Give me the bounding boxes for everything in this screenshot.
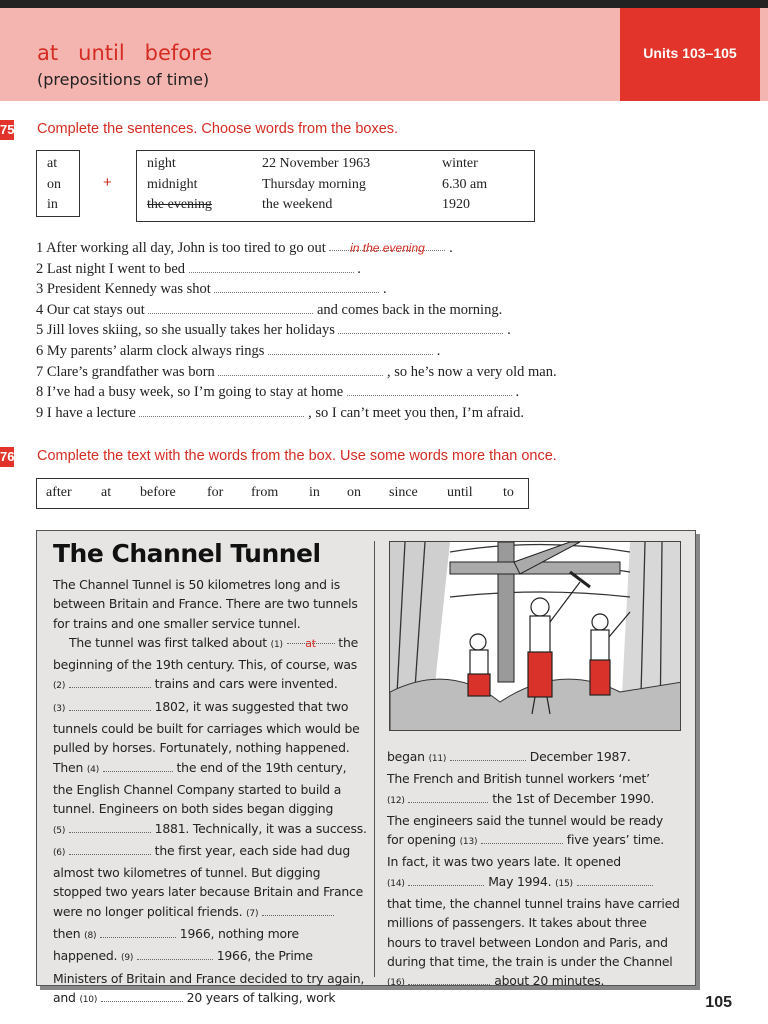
sentence-text: Last night I went to bed (46, 260, 186, 277)
text-segment: May 1994. (488, 873, 552, 889)
text-segment: the 1st of December 1990. (492, 790, 655, 806)
text-segment: happened. (53, 948, 118, 964)
sentence-9 (36, 403, 557, 424)
top-rule (0, 0, 768, 8)
gap-number: (16) (387, 978, 405, 989)
sentence-3 (36, 279, 557, 300)
gap-blank[interactable] (100, 927, 176, 938)
gap-number: (6) (53, 847, 66, 858)
gap-number: (4) (86, 764, 100, 775)
sentence-end: . (383, 281, 387, 298)
sentence-number: 9 (36, 404, 44, 421)
text-segment: about 20 minutes. (494, 973, 605, 989)
article-right-column (387, 747, 680, 994)
text-segment: The tunnel was first talked about (69, 634, 267, 650)
text-segment: then (53, 926, 81, 942)
sentence-end: , so he’s now a very old man. (387, 363, 557, 380)
article-panel (36, 530, 696, 1005)
text-line (387, 872, 680, 894)
text-line: that time, the channel tunnel trains have carried (387, 896, 680, 912)
time-expression: 6.30 am (442, 176, 488, 192)
gap-blank[interactable] (69, 677, 151, 688)
time-expression: Thursday morning (262, 176, 366, 192)
text-line (53, 819, 367, 841)
gap-answer: at (305, 636, 316, 650)
answer-blank[interactable] (139, 404, 304, 417)
sentence-text: I have a lecture (46, 404, 136, 421)
text-segment: and (53, 989, 76, 1005)
text-segment: the end of the 19th century, (176, 759, 347, 775)
gap-number: (11) (428, 754, 447, 764)
gap-number: (14) (387, 878, 405, 889)
sentence-number: 1 (36, 240, 44, 256)
sentence-4 (36, 300, 557, 321)
answer-blank[interactable] (268, 342, 433, 355)
text-line (53, 697, 367, 719)
gap-blank[interactable] (69, 700, 151, 711)
text-line (53, 902, 367, 924)
exercise-number-76: 76 (0, 447, 14, 467)
sentence-text: Jill loves skiing, so she usually takes her holidays (46, 322, 335, 339)
word-option: on (347, 485, 361, 500)
sentence-end: . (449, 240, 453, 256)
units-badge: Units 103–105 (620, 8, 760, 101)
answer-blank[interactable] (218, 363, 383, 376)
sentence-6 (36, 341, 557, 362)
sentence-number: 2 (36, 260, 44, 277)
text-line: millions of passengers. It takes about three (387, 915, 647, 931)
text-line: for trains and one smaller service tunnel. (53, 615, 301, 631)
sentence-2 (36, 259, 557, 280)
sentence-text: My parents’ alarm clock always rings (46, 342, 265, 359)
sentence-text: Clare’s grandfather was born (46, 363, 215, 380)
text-line (53, 633, 367, 655)
tunnel-diggers-drawing (390, 542, 681, 731)
answer-blank[interactable] (338, 321, 503, 334)
gap-number: (7) (246, 908, 259, 919)
word-option: after (46, 485, 72, 500)
text-segment: five years’ time. (566, 832, 665, 848)
prepositions-box (36, 150, 80, 217)
word-option: at (101, 485, 112, 500)
text-segment: 20 years of talking, work (186, 989, 336, 1005)
word-option: in (309, 485, 320, 500)
text-segment: were no longer political friends. (53, 903, 243, 919)
word-option: before (140, 485, 176, 500)
text-line: The French and British tunnel workers ‘met’ (387, 771, 650, 787)
gap-blank[interactable] (262, 905, 334, 916)
exercise-75-instruction: Complete the sentences. Choose words from the boxes. (37, 121, 399, 137)
sentence-8 (36, 382, 557, 403)
sentence-number: 5 (36, 322, 44, 339)
gap-blank[interactable] (408, 974, 490, 985)
answer-blank[interactable] (214, 280, 379, 293)
gap-number: (2) (53, 681, 66, 692)
text-segment: the (338, 634, 359, 650)
gap-blank[interactable] (408, 875, 484, 886)
text-line (387, 830, 680, 852)
article-left-column (53, 575, 367, 1010)
text-line: almost two kilometres of tunnel. But digging (53, 865, 321, 881)
gap-number: (9) (121, 953, 134, 964)
exercise-number-75: 75 (0, 120, 14, 140)
sentence-end: . (436, 342, 441, 359)
sentence-1 (36, 238, 557, 259)
preposition: at (47, 156, 58, 171)
gap-number: (1) (270, 639, 283, 650)
text-line: The Channel Tunnel is 50 kilometres long and is (53, 577, 341, 592)
time-expression: 1920 (442, 197, 470, 212)
answer-blank[interactable] (189, 260, 354, 273)
sentence-number: 8 (36, 384, 44, 401)
text-line (53, 988, 367, 1010)
text-line (53, 924, 367, 946)
sentence-5 (36, 320, 557, 341)
word-option: since (389, 485, 418, 500)
text-segment: December 1987. (529, 749, 631, 764)
gap-number: (13) (459, 837, 478, 848)
sentence-text: Our cat stays out (46, 301, 145, 318)
sentence-text: After working all day, John is too tired to go out (46, 240, 326, 256)
time-expression: night (147, 156, 176, 171)
sentence-number: 4 (36, 301, 44, 318)
answer-blank[interactable] (347, 383, 512, 396)
word-box (36, 478, 529, 509)
time-expression: winter (442, 156, 478, 171)
sentence-number: 7 (36, 363, 44, 380)
word-option: for (207, 485, 224, 500)
column-divider (374, 541, 375, 977)
word-option: to (503, 485, 514, 500)
gap-number: (3) (53, 703, 66, 714)
text-segment: Then (53, 759, 84, 775)
sentence-list (36, 238, 557, 423)
text-segment: trains and cars were invented. (154, 676, 338, 692)
gap-number: (5) (53, 825, 66, 836)
time-expression: midnight (147, 176, 198, 192)
text-line (387, 971, 680, 993)
sentence-number: 6 (36, 342, 44, 359)
text-line (53, 841, 367, 863)
text-line: The engineers said the tunnel would be ready (387, 812, 664, 828)
sentence-7 (36, 362, 557, 383)
text-segment: began (387, 749, 425, 764)
text-line: tunnel. Engineers on both sides began digging (53, 801, 334, 817)
text-segment: 1966, nothing more (179, 926, 299, 942)
gap-number: (10) (79, 994, 98, 1005)
gap-blank[interactable] (69, 844, 151, 855)
text-line: stopped two years later because Britain and France (53, 884, 364, 900)
gap-number: (15) (555, 878, 573, 889)
time-expression: the weekend (262, 197, 333, 212)
time-column-1 (147, 154, 212, 216)
text-line: Ministers of Britain and France decided to try again, (53, 970, 365, 986)
text-segment: the first year, each side had dug (154, 842, 350, 858)
text-line (53, 758, 367, 780)
text-line: In fact, it was two years late. It opened (387, 854, 621, 870)
article-title: The Channel Tunnel (53, 539, 321, 568)
text-line (53, 674, 367, 696)
page-title: at until before (37, 41, 213, 65)
sentence-end: , so I can’t meet you then, I’m afraid. (308, 404, 525, 421)
answer-blank[interactable] (148, 301, 313, 314)
gap-blank[interactable] (69, 822, 151, 833)
gap-blank[interactable] (101, 991, 183, 1002)
word-option: until (447, 485, 473, 500)
text-segment: 1802, it was suggested that two (154, 698, 349, 714)
text-line: the English Channel Company started to build a (53, 781, 342, 797)
sentence-end: . (515, 384, 520, 401)
gap-number: (12) (387, 795, 405, 806)
time-expression: 22 November 1963 (262, 156, 371, 171)
text-line (387, 789, 680, 811)
gap-blank[interactable] (577, 875, 653, 886)
text-segment: 1881. Technically, it was a success. (154, 820, 367, 836)
preposition: on (47, 176, 61, 192)
text-segment: 1966, the Prime (216, 948, 313, 964)
time-expressions-box (136, 150, 535, 222)
page-subtitle: (prepositions of time) (37, 70, 210, 89)
text-segment: for opening (387, 832, 456, 848)
answer-text: in the evening (350, 241, 425, 255)
gap-blank[interactable] (408, 792, 488, 803)
gap-blank[interactable] (287, 633, 335, 650)
time-expression-used: the evening (147, 197, 212, 212)
text-line (387, 747, 680, 769)
answer-blank[interactable] (329, 238, 445, 255)
gap-blank[interactable] (481, 833, 563, 844)
text-line: during that time, the train is under the Channel (387, 953, 673, 969)
gap-blank[interactable] (103, 761, 173, 772)
time-column-2 (262, 154, 370, 216)
sentence-end: . (507, 322, 511, 339)
sentence-end: and comes back in the morning. (316, 301, 503, 318)
text-line: beginning of the 19th century. This, of course, was (53, 657, 358, 673)
exercise-76-instruction: Complete the text with the words from the box. Use some words more than once. (37, 448, 557, 464)
word-option: from (251, 485, 279, 500)
text-line: hours to travel between London and Paris, and (387, 934, 668, 950)
text-line: pulled by horses. Fortunately, nothing happened. (53, 740, 350, 756)
gap-blank[interactable] (450, 750, 526, 761)
page-number: 105 (705, 994, 732, 1011)
sentence-end: . (357, 260, 361, 277)
text-line: tunnels could be built for carriages which would be (53, 721, 360, 737)
preposition: in (47, 197, 58, 212)
text-line (53, 946, 367, 968)
text-line: between Britain and France. There are two tunnels (53, 596, 358, 612)
gap-blank[interactable] (137, 949, 213, 960)
plus-sign: + (103, 174, 112, 191)
sentence-number: 3 (36, 281, 44, 298)
sentence-text: I’ve had a busy week, so I’m going to stay at home (46, 384, 344, 401)
time-column-3 (442, 154, 487, 216)
gap-number: (8) (84, 931, 97, 942)
sentence-text: President Kennedy was shot (46, 281, 211, 298)
tunnel-workers-illustration (389, 541, 681, 731)
